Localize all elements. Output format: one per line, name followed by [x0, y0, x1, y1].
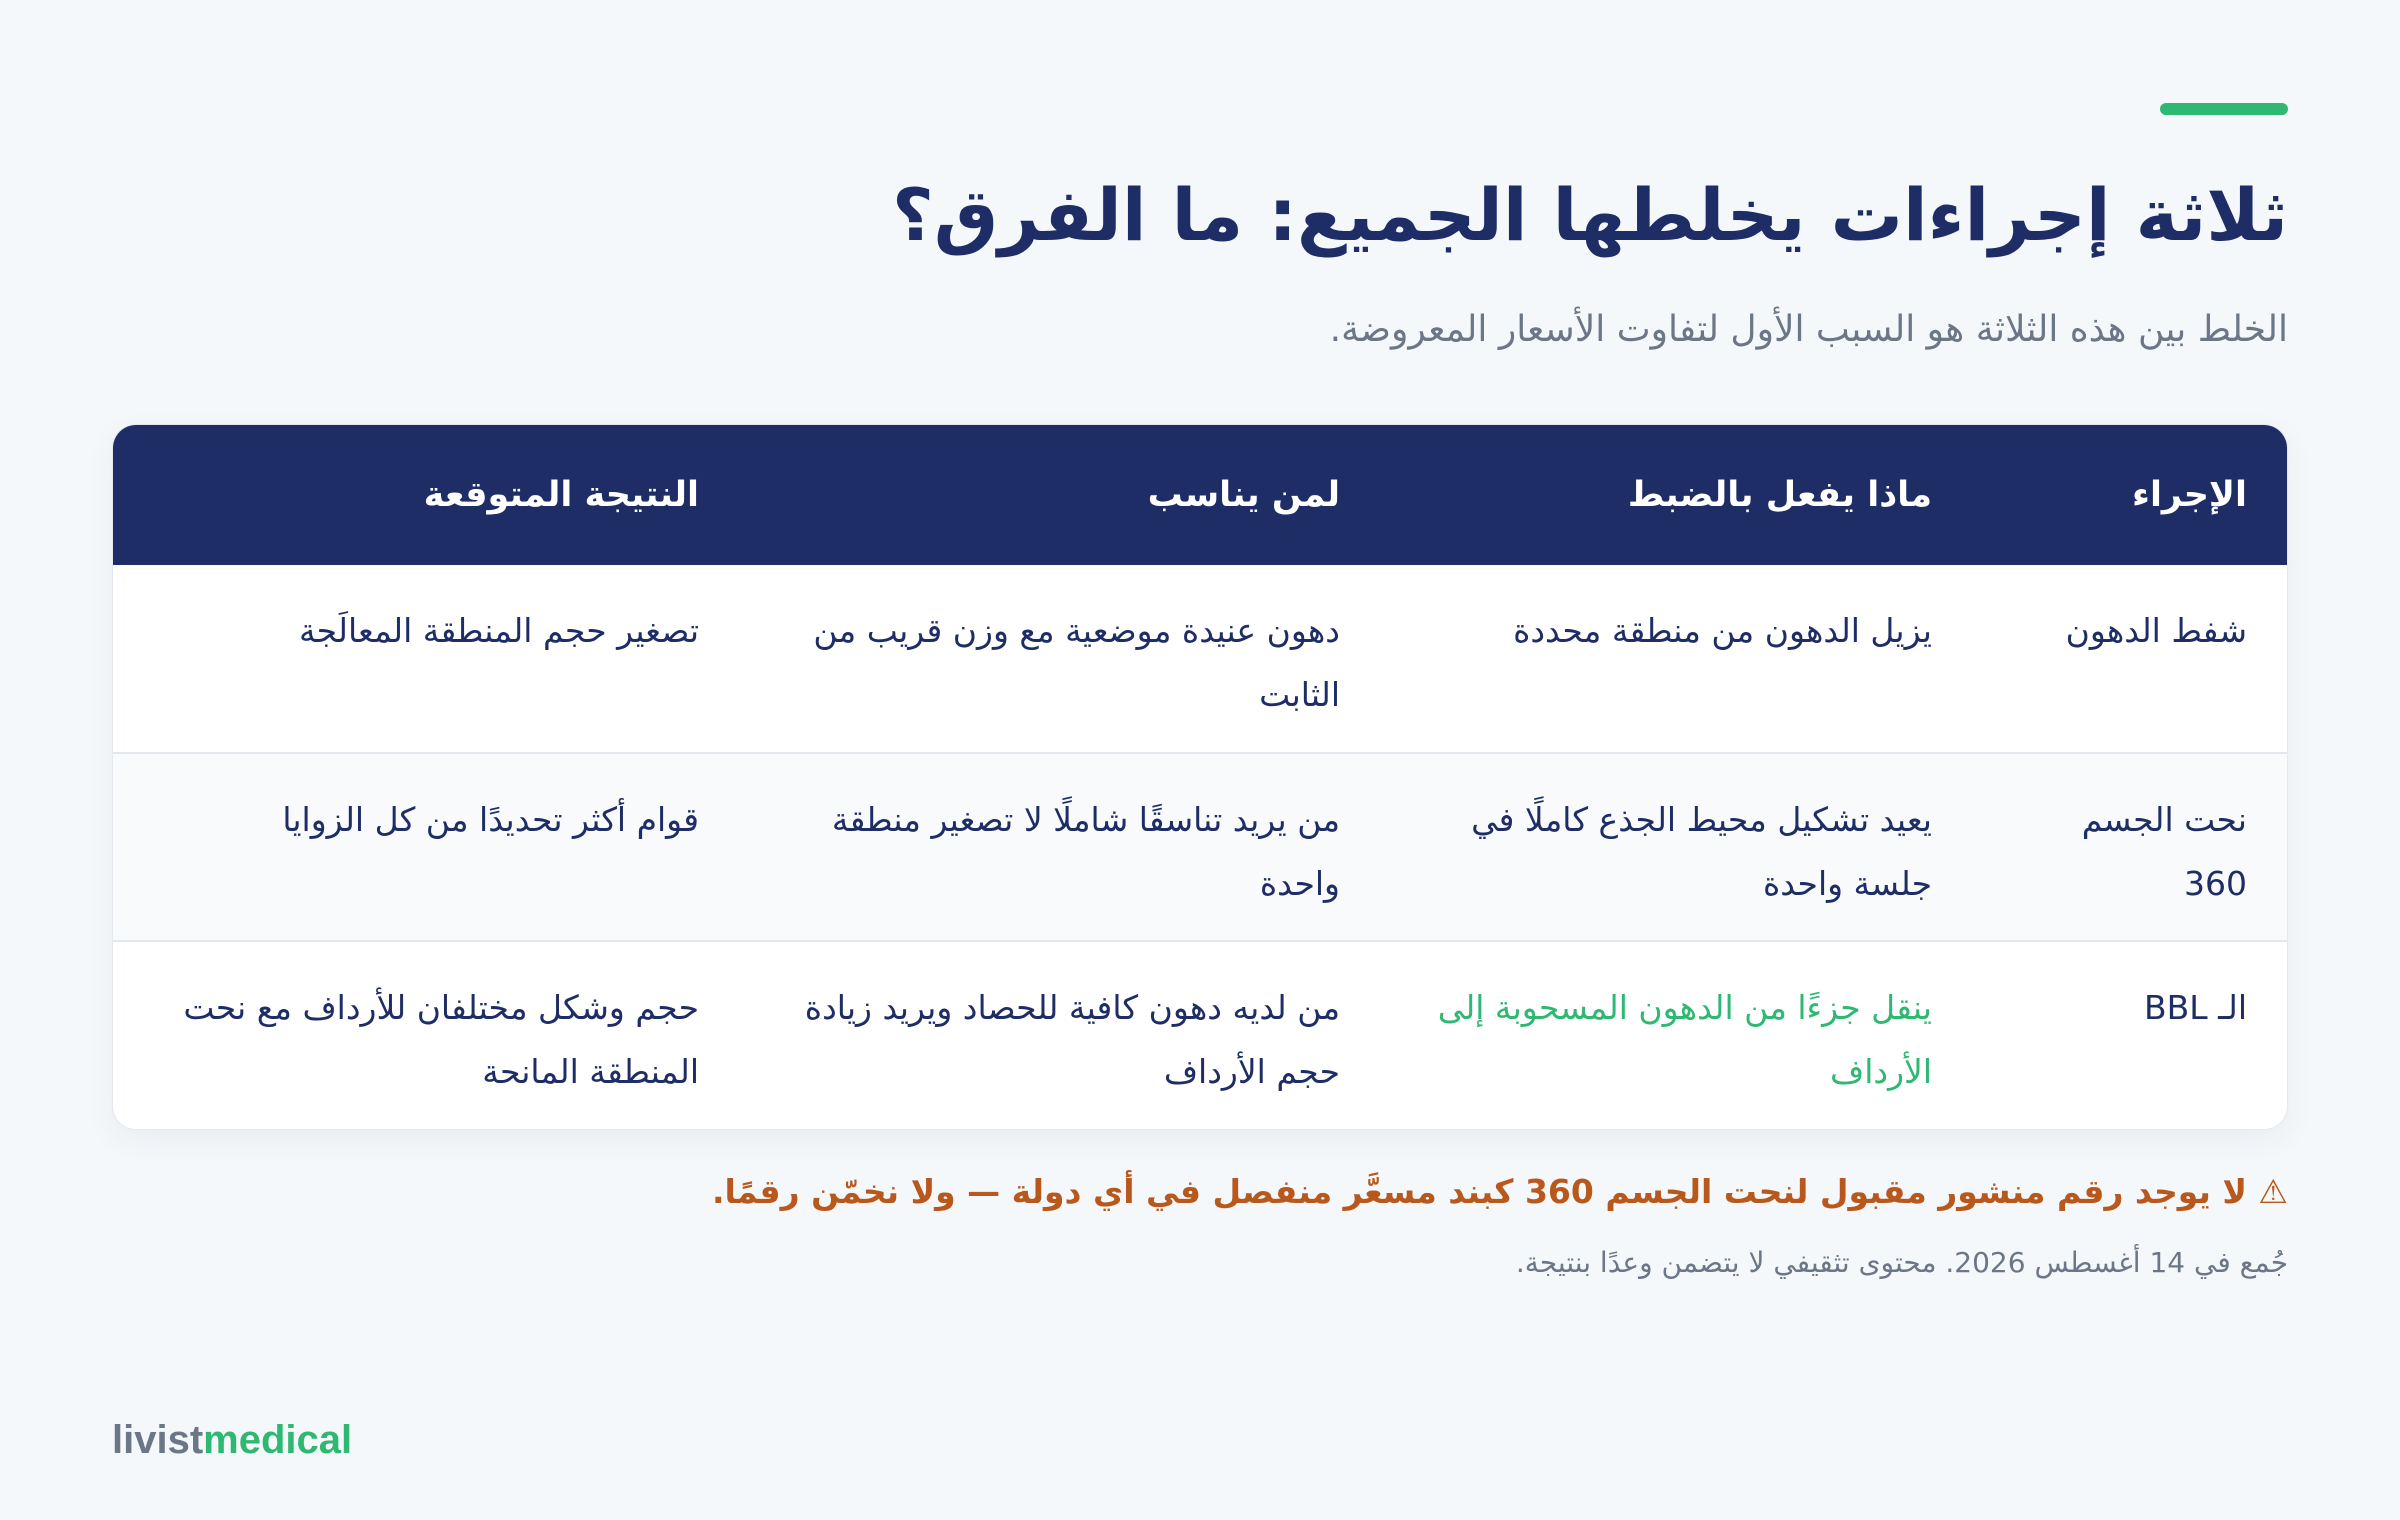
cell-result: قوام أكثر تحديدًا من كل الزوايا: [282, 800, 699, 839]
cell-what-highlight: ينقل جزءًا من الدهون المسحوبة إلى الأرداف: [1437, 988, 1932, 1091]
table-row: [113, 941, 2287, 1129]
cell-what: يزيل الدهون من منطقة محددة: [1513, 611, 1932, 650]
comparison-table: [113, 425, 2287, 1129]
table-header-row: [113, 425, 2287, 565]
cell-what: يعيد تشكيل محيط الجذع كاملًا في جلسة واحدة: [1471, 800, 1932, 903]
cell-for-whom: من لديه دهون كافية للحصاد ويريد زيادة حجم الأرداف: [804, 988, 1340, 1091]
accent-bar: [2160, 103, 2288, 115]
cell-result: تصغير حجم المنطقة المعالَجة: [298, 611, 699, 650]
table-row: [113, 753, 2287, 941]
table-body: [113, 565, 2287, 1129]
brand-logo: [112, 1412, 352, 1468]
page-title: ثلاثة إجراءات يخلطها الجميع: ما الفرق؟: [892, 173, 2288, 257]
table-header: [113, 425, 2287, 565]
header-what: ماذا يفعل بالضبط: [1627, 475, 1932, 515]
header-for-whom: لمن يناسب: [1147, 475, 1340, 515]
header-result: النتيجة المتوقعة: [423, 475, 699, 515]
brand-logo-part1: livist: [112, 1418, 204, 1462]
cell-procedure: نحت الجسم 360: [2081, 800, 2247, 903]
table-row: [113, 565, 2287, 753]
brand-logo-part2: medical: [203, 1418, 353, 1462]
comparison-table-card: [112, 424, 2288, 1130]
header-procedure: الإجراء: [2132, 475, 2247, 515]
cell-for-whom: من يريد تناسقًا شاملًا لا تصغير منطقة واحدة: [831, 800, 1340, 903]
page-subtitle: الخلط بين هذه الثلاثة هو السبب الأول لتفاوت الأسعار المعروضة.: [1329, 309, 2288, 350]
cell-result: حجم وشكل مختلفان للأرداف مع نحت المنطقة المانحة: [183, 988, 699, 1091]
cell-for-whom: دهون عنيدة موضعية مع وزن قريب من الثابت: [813, 611, 1340, 714]
warning-note: ⚠ لا يوجد رقم منشور مقبول لنحت الجسم 360 كبند مسعَّر منفصل في أي دولة — ولا نخمّن رقمًا.: [711, 1172, 2288, 1211]
cell-procedure: شفط الدهون: [2065, 611, 2247, 650]
footnote: جُمع في 14 أغسطس 2026. محتوى تثقيفي لا يتضمن وعدًا بنتيجة.: [1515, 1246, 2288, 1279]
cell-procedure: الـ BBL: [2143, 988, 2247, 1027]
